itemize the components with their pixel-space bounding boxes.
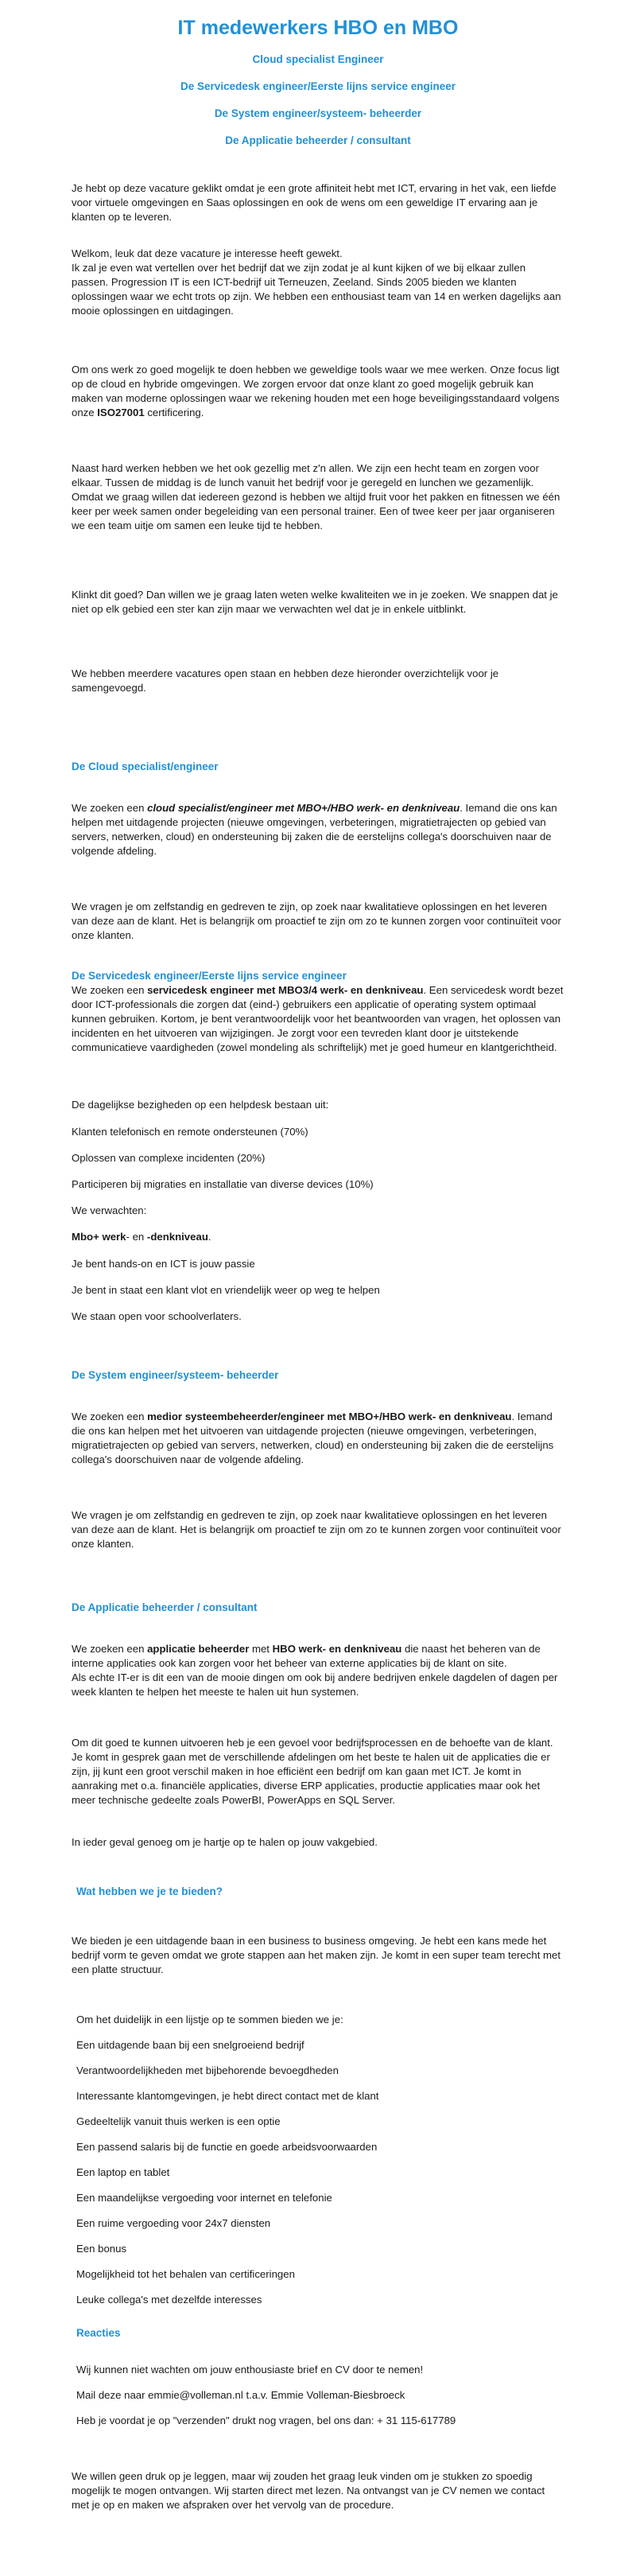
section-heading-cloud: De Cloud specialist/engineer bbox=[72, 761, 219, 772]
list-item: Interessante klantomgevingen, je hebt direct contact met de klant bbox=[76, 2090, 379, 2102]
expect-intro: We verwachten: bbox=[72, 1204, 147, 1216]
system-description bbox=[72, 1410, 564, 1467]
system-text-c: . Iemand die ons kan helpen met het uitvoeren van uitdagende projecten (nieuwe omgevingen, verbeteringen, migratietrajecten op gebied van servers, netwerken, cloud) en ondersteuning bij zaken die de eerstelijns collega's doorschuiven naar de volgende afdeling. bbox=[72, 1411, 554, 1465]
app-text-c: met bbox=[249, 1643, 273, 1655]
section-heading-system: De System engineer/systeem- beheerder bbox=[72, 1369, 279, 1381]
reacties-line: Wij kunnen niet wachten om jouw enthousiaste brief en CV door te nemen! bbox=[76, 2364, 424, 2376]
offer-list-intro: Om het duidelijk in een lijstje op te sommen bieden we je: bbox=[76, 2014, 343, 2025]
role-subtitle-applicatie: De Applicatie beheerder / consultant bbox=[225, 134, 411, 146]
system-expectations: We vragen je om zelfstandig en gedreven te zijn, op zoek naar kwalitatieve oplossingen en het leveren van deze aan de klant. Het is belangrijk om proactief te zijn om zo te kunnen zorgen voor continuïteit voor onze klanten. bbox=[72, 1509, 561, 1550]
cloud-text-a: We zoeken een bbox=[72, 802, 148, 814]
vacancies-overview-paragraph: We hebben meerdere vacatures open staan en hebben deze hieronder overzichtelijk voor je samengevoegd. bbox=[72, 667, 499, 694]
contact-phone-line: Heb je voordat je op "verzenden" drukt nog vragen, bel ons dan: + 31 115-617789 bbox=[76, 2415, 456, 2426]
app-text-e: die naast het beheren van de interne applicaties ook kan zorgen voor het beheer van externe applicaties bij de klant on site. bbox=[72, 1643, 541, 1669]
servicedesk-description bbox=[72, 983, 564, 1055]
tools-text-end: certificering. bbox=[144, 407, 204, 418]
list-item: Een uitdagende baan bij een snelgroeiend bedrijf bbox=[76, 2039, 304, 2051]
offer-paragraph: We bieden je een uitdagende baan in een business to business omgeving. Je hebt een kans mede het bedrijf vorm te geven omdat we grote stappen aan het maken zijn. Je komt in een super team terecht met een platte structuur. bbox=[72, 1935, 561, 1975]
tools-text: Om ons werk zo goed mogelijk te doen hebben we geweldige tools waar we mee werken. Onze focus ligt op de cloud en hybride omgevingen. We zorgen ervoor dat onze klant zo goed mogelijk gebruik kan maken van moderne oplossingen waar we rekening houden met een hoge beveiligingsstandaard volgens onze bbox=[72, 364, 560, 418]
level-b: - en bbox=[126, 1231, 147, 1243]
system-role-emphasis: medior systeembeheerder/engineer met MBO+/HBO werk- en denkniveau bbox=[147, 1411, 512, 1422]
applicatie-closing: In ieder geval genoeg om je hartje op te halen op jouw vakgebied. bbox=[72, 1836, 378, 1848]
page-title: IT medewerkers HBO en MBO bbox=[177, 17, 459, 39]
tasks-intro: De dagelijkse bezigheden op een helpdesk bestaan uit: bbox=[72, 1099, 329, 1111]
list-item: Gedeeltelijk vanuit thuis werken is een optie bbox=[76, 2115, 281, 2127]
level-a: Mbo+ werk bbox=[72, 1231, 126, 1243]
list-item: Een maandelijkse vergoeding voor internet en telefonie bbox=[76, 2192, 332, 2204]
cloud-text-c: . Iemand die ons kan helpen met uitdagende projecten (nieuwe omgevingen, verbeteringen, migratietrajecten op gebied van servers, netwerken, cloud) en ondersteuning bij zaken die de eerstelijns collega's doorschuiven naar de volgende afdeling. bbox=[72, 802, 557, 857]
cloud-expectations: We vragen je om zelfstandig en gedreven te zijn, op zoek naar kwalitatieve oplossingen en het leveren van deze aan de klant. Het is belangrijk om proactief te zijn om zo te kunnen zorgen voor continuïteit voor onze klanten. bbox=[72, 901, 561, 941]
applicatie-details: Om dit goed te kunnen uitvoeren heb je een gevoel voor bedrijfsprocessen en de behoefte van de klant. Je komt in gesprek gaan met de verschillende afdelingen om het beste te halen uit de applicaties die er zijn, jij kunt een groot verschil maken in hoe efficiënt een bedrijf om kan gaan met ICT. Je komt in aanraking met o.a. financiële applicaties, diverse ERP applicaties, productie applicaties maar ook het meer technische gedeelte zoals PowerBI, PowerApps en SQL Server. bbox=[72, 1737, 553, 1806]
welcome-line: Welkom, leuk dat deze vacature je interesse heeft gewekt. bbox=[72, 247, 343, 259]
level-requirement bbox=[72, 1230, 564, 1244]
team-paragraph: Naast hard werken hebben we het ook gezellig met z'n allen. We zijn een hecht team en zorgen voor elkaar. Tussen de middag is de lunch vanuit het bedrijf voor je geregeld en lunchen we gezamenlijk. Omdat we graag willen dat iedereen gezond is hebben we altijd fruit voor het pakken en fitnessen we één keer per week samen onder begeleiding van een personal trainer. Een of twee keer per jaar organiseren we een team uitje om samen een leuke tijd te hebben. bbox=[72, 462, 560, 531]
company-description: Ik zal je even wat vertellen over het bedrijf dat we zijn zodat je al kunt kijken of we bij elkaar zullen passen. Progression IT is een ICT-bedrijf uit Terneuzen, Zeeland. Sinds 2005 bieden we klanten oplossingen waar we echt trots op zijn. We hebben een enthousiast team van 14 en werken dagelijks aan mooie oplossingen en uitdagingen. bbox=[72, 262, 561, 317]
list-item: Een passend salaris bij de functie en goede arbeidsvoorwaarden bbox=[76, 2141, 378, 2153]
role-subtitle-servicedesk: De Servicedesk engineer/Eerste lijns service engineer bbox=[180, 80, 456, 92]
list-item: Mogelijkheid tot het behalen van certificeringen bbox=[76, 2268, 295, 2280]
list-item: Oplossen van complexe incidenten (20%) bbox=[72, 1152, 266, 1164]
section-heading-applicatie: De Applicatie beheerder / consultant bbox=[72, 1601, 258, 1613]
list-item: Een laptop en tablet bbox=[76, 2166, 170, 2178]
list-item: Je bent hands-on en ICT is jouw passie bbox=[72, 1258, 255, 1270]
role-subtitle-cloud: Cloud specialist Engineer bbox=[252, 53, 384, 65]
contact-email-line: Mail deze naar emmie@volleman.nl t.a.v. Emmie Volleman-Biesbroeck bbox=[76, 2389, 405, 2401]
list-item: Verantwoordelijkheden met bijbehorende bevoegdheden bbox=[76, 2064, 339, 2076]
welcome-paragraph bbox=[72, 247, 564, 318]
list-item: Klanten telefonisch en remote ondersteunen (70%) bbox=[72, 1126, 308, 1138]
app-role-emphasis: applicatie beheerder bbox=[147, 1643, 250, 1655]
iso-certification: ISO27001 bbox=[97, 407, 145, 418]
servicedesk-role-emphasis: servicedesk engineer met MBO3/4 werk- en denkniveau bbox=[147, 984, 424, 996]
cloud-description bbox=[72, 801, 564, 858]
system-text-a: We zoeken een bbox=[72, 1411, 148, 1422]
level-d: . bbox=[207, 1231, 211, 1243]
cloud-role-emphasis: cloud specialist/engineer met MBO+/HBO werk- en denkniveau bbox=[147, 802, 460, 814]
intro-paragraph: Je hebt op deze vacature geklikt omdat je een grote affiniteit hebt met ICT, ervaring in het vak, een liefde voor virtuele omgevingen en Saas oplossingen en ook de wens om een geweldige IT ervaring aan je klanten op te leveren. bbox=[72, 182, 556, 223]
list-item: Een bonus bbox=[76, 2243, 127, 2255]
list-item: Een ruime vergoeding voor 24x7 diensten bbox=[76, 2217, 271, 2229]
closing-paragraph: We willen geen druk op je leggen, maar wij zouden het graag leuk vinden om je stukken zo spoedig mogelijk te mogen ontvangen. Wij starten direct met lezen. Na ontvangst van je CV nemen we contact met je op en maken we afspraken over het vervolg van de procedure. bbox=[72, 2470, 545, 2511]
section-heading-reacties: Reacties bbox=[76, 2327, 121, 2339]
app-text-a: We zoeken een bbox=[72, 1643, 148, 1655]
level-c: -denkniveau bbox=[146, 1231, 208, 1243]
qualities-paragraph: Klinkt dit goed? Dan willen we je graag laten weten welke kwaliteiten we in je zoeken. We snappen dat je niet op elk gebied een ster kan zijn maar we verwachten wel dat je in enkele uitblinkt. bbox=[72, 589, 558, 615]
app-text-f: Als echte IT-er is dit een van de mooie dingen om ook bij andere bedrijven enkele dagdelen of dagen per week klanten te helpen het meeste te halen uit hun systemen. bbox=[72, 1671, 558, 1698]
app-level-emphasis: HBO werk- en denkniveau bbox=[272, 1643, 402, 1655]
list-item: We staan open voor schoolverlaters. bbox=[72, 1310, 242, 1322]
applicatie-description bbox=[72, 1642, 564, 1699]
servicedesk-text-a: We zoeken een bbox=[72, 984, 148, 996]
section-heading-offer: Wat hebben we je te bieden? bbox=[76, 1885, 223, 1897]
list-item: Je bent in staat een klant vlot en vriendelijk weer op weg te helpen bbox=[72, 1284, 380, 1296]
role-subtitle-system: De System engineer/systeem- beheerder bbox=[214, 107, 422, 119]
list-item: Participeren bij migraties en installatie van diverse devices (10%) bbox=[72, 1178, 374, 1190]
list-item: Leuke collega's met dezelfde interesses bbox=[76, 2294, 262, 2306]
tools-paragraph bbox=[72, 363, 564, 420]
section-heading-servicedesk: De Servicedesk engineer/Eerste lijns service engineer bbox=[72, 970, 347, 982]
servicedesk-text-c: . Een servicedesk wordt bezet door ICT-professionals die zorgen dat (eind-) gebruikers een applicatie of operating system optimaal kunnen gebruiken. Kortom, je bent verantwoordelijk voor het beantwoorden van vragen, het oplossen van incidenten en het uitvoeren van wijzigingen. Je zorgt voor een tevreden klant door je uitstekende communicatieve vaardigheden (zowel mondeling als schriftelijk) met je goed humeur en klantgerichtheid. bbox=[72, 984, 564, 1053]
